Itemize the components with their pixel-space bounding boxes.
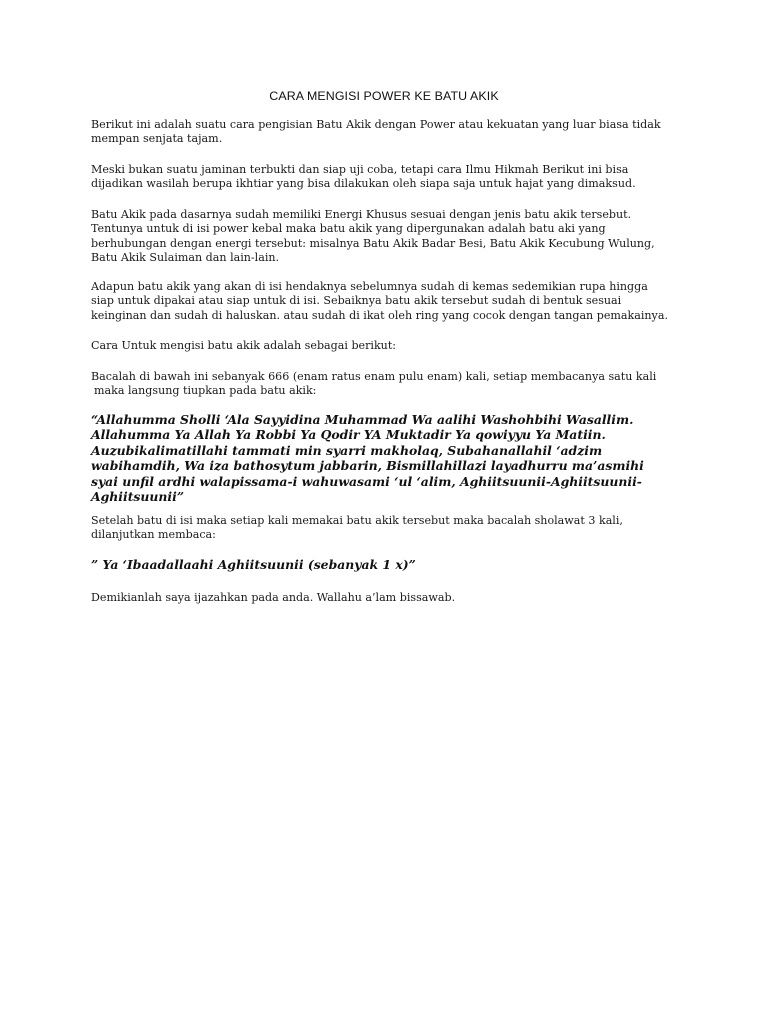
paragraph-line: Demikianlah saya ijazahkan pada anda. Wallahu a’lam bissawab.: [91, 591, 456, 604]
prayer-text-closing: [91, 557, 691, 572]
prayer-text-main: [91, 412, 691, 504]
paragraph-line: Tentunya untuk di isi power kebal maka batu akik yang dipergunakan adalah batu aki yang: [91, 222, 606, 236]
paragraph-after-filling: [91, 514, 691, 543]
prayer-line: Auzubikalimatillahi tammati min syarri makholaq, Subahanallahil ‘adzim: [91, 442, 603, 458]
prayer-line: Allahumma Ya Allah Ya Robbi Ya Qodir YA Muktadir Ya qowiyyu Ya Matiin.: [91, 427, 606, 443]
paragraph-line: Cara Untuk mengisi batu akik adalah sebagai berikut:: [91, 339, 397, 352]
prayer-line: syai unfil ardhi walapissama-i wahuwasami ‘ul ‘alim, Aghiitsuunii-Aghiitsuunii-: [91, 473, 642, 489]
prayer-line: “Allahumma Sholli ‘Ala Sayyidina Muhammad Wa aalihi Washohbihi Wasallim.: [91, 412, 634, 427]
paragraph-line: Berikut ini adalah suatu cara pengisian Batu Akik dengan Power atau kekuatan yang luar biasa tidak: [91, 118, 661, 131]
paragraph-closing: [91, 591, 691, 605]
paragraph-line: Setelah batu di isi maka setiap kali memakai batu akik tersebut maka bacalah sholawat 3 kali,: [91, 514, 623, 527]
paragraph-reading-count: [91, 370, 691, 399]
prayer-line: wabihamdih, Wa iza bathosytum jabbarin, Bismillahillazi layadhurru ma’asmihi: [91, 458, 644, 474]
paragraph-preparation: [91, 280, 691, 323]
paragraph-line: Adapun batu akik yang akan di isi hendaknya sebelumnya sudah di kemas sedemikian rupa hingga: [91, 280, 648, 293]
document-title: CARA MENGISI POWER KE BATU AKIK: [269, 89, 499, 103]
paragraph-method-intro: [91, 339, 691, 353]
paragraph-line: dilanjutkan membaca:: [91, 528, 216, 542]
paragraph-line: maka langsung tiupkan pada batu akik:: [94, 384, 317, 398]
paragraph-line: Meski bukan suatu jaminan terbukti dan siap uji coba, tetapi cara Ilmu Hikmah Berikut ini bisa: [91, 163, 629, 176]
paragraph-line: berhubungan dengan energi tersebut: misalnya Batu Akik Badar Besi, Batu Akik Kecubung Wulung,: [91, 236, 655, 250]
prayer-line: ” Ya ‘Ibaadallaahi Aghiitsuunii (sebanyak 1 x)”: [91, 557, 416, 572]
paragraph-line: mempan senjata tajam.: [91, 132, 223, 146]
prayer-line: Aghiitsuunii”: [91, 489, 184, 505]
paragraph-line: dijadikan wasilah berupa ikhtiar yang bisa dilakukan oleh siapa saja untuk hajat yang dimaksud.: [91, 177, 636, 191]
paragraph-line: Batu Akik Sulaiman dan lain-lain.: [91, 251, 280, 265]
paragraph-line: Bacalah di bawah ini sebanyak 666 (enam ratus enam pulu enam) kali, setiap membacanya satu kali: [91, 370, 657, 383]
paragraph-intro: [91, 118, 691, 147]
paragraph-line: keinginan dan sudah di haluskan. atau sudah di ikat oleh ring yang cocok dengan tangan pemakainya.: [91, 308, 668, 322]
paragraph-line: Batu Akik pada dasarnya sudah memiliki Energi Khusus sesuai dengan jenis batu akik tersebut.: [91, 208, 632, 221]
paragraph-line: siap untuk dipakai atau siap untuk di isi. Sebaiknya batu akik tersebut sudah di bentuk sesuai: [91, 294, 622, 308]
paragraph-energy: [91, 208, 691, 266]
paragraph-disclaimer: [91, 163, 691, 192]
